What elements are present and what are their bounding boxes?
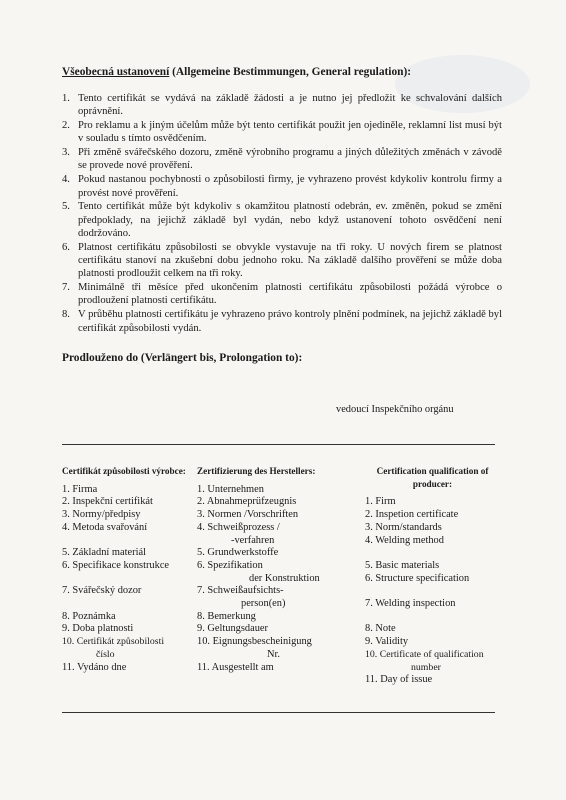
signature-label: vedoucí Inspekčního orgánu [336, 404, 454, 415]
glossary-heading-en [365, 465, 500, 490]
glossary-item: 1. Firm [365, 496, 396, 508]
glossary-item [365, 585, 500, 598]
glossary-item: 3. Norm/standards [365, 521, 442, 533]
heading-rest: (Allgemeine Bestimmungen, General regulation): [169, 66, 412, 78]
glossary-item: 11. Vydáno dne [62, 661, 127, 673]
regulation-number: 1. [62, 93, 70, 104]
regulation-number: 4. [62, 174, 70, 186]
glossary-item: 2. Abnahmeprüfzeugnis [197, 496, 297, 508]
glossary-item: 4. Welding method [365, 534, 444, 546]
regulation-item [62, 146, 502, 173]
glossary-item: number [411, 661, 441, 673]
glossary-heading-en-line1: Certification qualification of [376, 466, 489, 476]
regulation-text: Minimálně tři měsíce před ukončením platnosti certifikátu způsobilosti požádá výrobce o prodloužení platnosti certifikátu. [78, 282, 502, 307]
glossary-item: 6. Structure specification [365, 572, 470, 584]
glossary-item: 10. Certifikát způsobilosti [62, 636, 165, 648]
glossary-heading-de: Zertifizierung des Herstellers: [197, 466, 316, 476]
glossary-item: 6. Specifikace konstrukce [62, 559, 170, 571]
glossary-item: 8. Poznámka [62, 610, 116, 622]
regulation-number: 2. [62, 120, 70, 132]
glossary-item: 7. Svářečský dozor [62, 585, 142, 597]
regulation-number: 8. [62, 309, 70, 321]
glossary-item: 4. Schweißprozess / [197, 521, 280, 533]
regulation-item [62, 200, 502, 240]
glossary-list-de [197, 484, 357, 675]
glossary-item: 3. Normy/předpisy [62, 509, 141, 521]
regulation-text: Pokud nastanou pochybnosti o způsobilosti firmy, je vyhrazeno provést kdykoliv kontrolu firmy a provést nové prověření. [78, 174, 502, 199]
regulation-text: Tento certifikát může být kdykoliv s okamžitou platností odebrán, ev. změněn, pokud se změní předpoklady, na jejichž základě byl vydán, nebo když ustanovení tohoto osvědčení není dodržováno. [78, 201, 502, 239]
glossary-item: 5. Grundwerkstoffe [197, 547, 279, 559]
glossary-column-en [365, 465, 500, 687]
glossary-item [62, 535, 200, 548]
glossary-item: 7. Welding inspection [365, 598, 456, 610]
glossary-item: 11. Ausgestellt am [197, 661, 274, 673]
glossary-item: 1. Unternehmen [197, 483, 264, 495]
glossary-item: der Konstruktion [249, 572, 320, 584]
prolongation-label: Prodlouženo do (Verlängert bis, Prolongation to): [62, 352, 303, 364]
glossary-item: 9. Validity [365, 636, 409, 648]
regulation-item [62, 92, 502, 119]
glossary-heading-en-line2: producer: [412, 478, 453, 489]
glossary-item: 1. Firma [62, 483, 98, 495]
glossary-item: person(en) [241, 598, 286, 610]
glossary-item: 2. Inspekční certifikát [62, 496, 153, 508]
regulation-text: Pro reklamu a k jiným účelům může být tento certifikát použit jen ojediněle, reklamní list musí být v souladu s tímto osvědčením. [78, 120, 502, 145]
glossary-item [365, 547, 500, 560]
regulation-number: 5. [62, 201, 70, 213]
glossary-list-en [365, 496, 500, 687]
glossary-item: 3. Normen /Vorschriften [197, 509, 299, 521]
glossary-list-cz [62, 484, 200, 675]
regulation-text: V průběhu platnosti certifikátu je vyhrazeno právo kontroly plnění podmínek, na jejichž základě byl certifikát způsobilosti vydán. [78, 309, 503, 334]
heading-underlined-part: Všeobecná ustanovení [62, 66, 170, 78]
regulation-list [62, 92, 502, 335]
glossary-item: 5. Základní materiál [62, 547, 146, 559]
regulation-text: Platnost certifikátu způsobilosti se obvykle vystavuje na tři roky. U nových firem se platnost certifikátu stanoví na zkušební dobu jednoho roku. Na základě dalšího prověření se může doba platnosti prodloužit celkem na tři roky. [78, 241, 502, 280]
glossary-column-de [197, 465, 357, 674]
glossary-item: 4. Metoda svařování [62, 521, 148, 533]
regulation-item [62, 281, 502, 308]
regulation-text: Při změně svářečského dozoru, změně výrobního programu a jiných důležitých změnách v závodě se provede nové prověření. [78, 147, 502, 172]
glossary-item: číslo [96, 648, 115, 660]
glossary-item [62, 598, 200, 611]
glossary-item: 10. Certificate of qualification [365, 648, 484, 660]
glossary-item: 7. Schweißaufsichts- [197, 585, 284, 597]
glossary-item: 8. Bemerkung [197, 610, 256, 622]
regulation-number: 6. [62, 241, 70, 253]
regulation-item [62, 173, 502, 200]
regulation-item [62, 119, 502, 146]
glossary-item: 8. Note [365, 623, 396, 635]
glossary-item [62, 573, 200, 586]
glossary-item [365, 611, 500, 624]
regulation-item [62, 241, 502, 281]
glossary-item: 5. Basic materials [365, 559, 440, 571]
glossary-heading-cz: Certifikát způsobilosti výrobce: [62, 466, 186, 476]
divider [62, 712, 495, 713]
regulation-text: Tento certifikát se vydává na základě žádosti a je nutno jej předložit ke schvalování dalších oprávnění. [78, 93, 502, 118]
glossary-item: 11. Day of issue [365, 674, 433, 686]
glossary-item: Nr. [267, 648, 280, 660]
glossary-item: 6. Spezifikation [197, 559, 263, 571]
general-regulation-heading [62, 66, 522, 78]
glossary-item: 2. Inspetion certificate [365, 509, 459, 521]
regulation-number: 3. [62, 147, 70, 159]
regulation-item [62, 308, 502, 335]
glossary-item: 9. Doba platnosti [62, 623, 134, 635]
divider [62, 444, 495, 445]
glossary-item: -verfahren [231, 534, 275, 546]
regulation-number: 7. [62, 282, 70, 294]
glossary-item: 10. Eignungsbescheinigung [197, 636, 312, 648]
glossary-column-cz [62, 465, 200, 674]
glossary-item: 9. Geltungsdauer [197, 623, 268, 635]
